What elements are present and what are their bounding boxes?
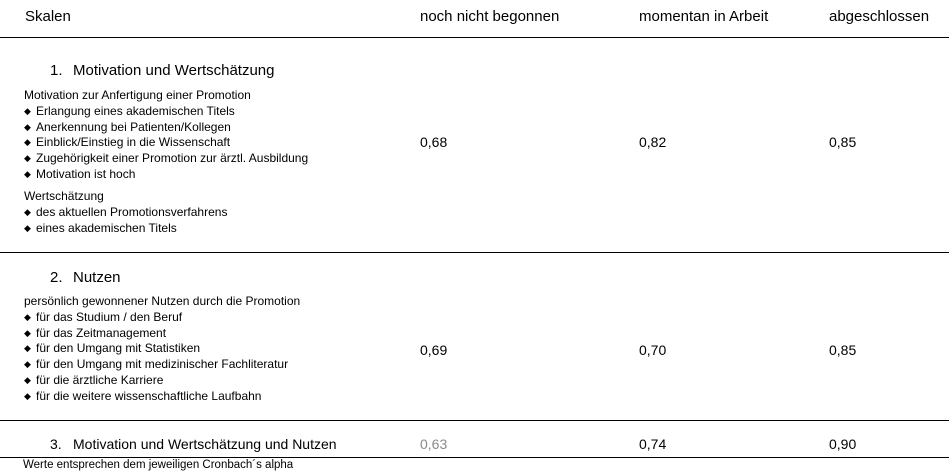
list-item: ◆ Einblick/Einstieg in die Wissenschaft [24,135,231,150]
bullet-icon: ◆ [24,343,31,354]
value-not-started: 0,68 [420,134,448,150]
list-item: ◆ Motivation ist hoch [24,166,136,181]
value-not-started: 0,69 [420,342,448,358]
column-header-not-started: noch nicht begonnen [420,8,560,25]
value-in-progress: 0,70 [639,342,667,358]
section-1-group-motivation [24,88,308,183]
section-number: 3. [50,436,62,452]
list-item: ◆ eines akademischen Titels [24,220,177,235]
list-item: ◆ für das Studium / den Beruf [24,309,183,324]
bullet-icon: ◆ [24,206,31,217]
section-title-motivation [50,62,275,79]
list-item: ◆ für den Umgang mit Statistiken [24,341,201,356]
section-1-group-appreciation [24,189,227,236]
list-item: ◆ für die ärztliche Karriere [24,372,164,387]
value-not-started: 0,63 [420,436,448,452]
column-header-completed: abgeschlossen [829,8,930,25]
bullet-icon: ◆ [24,374,31,385]
section-title-text: Motivation und Wertschätzung und Nutzen [73,436,337,452]
column-header-scales: Skalen [25,8,71,25]
section-rule [0,420,949,421]
value-completed: 0,90 [829,436,857,452]
section-title-combined [50,436,337,452]
list-item: ◆ für den Umgang mit medizinischer Fachliteratur [24,357,289,372]
bullet-icon: ◆ [24,327,31,338]
section-title-benefit [50,269,121,286]
section-2-group-benefit [24,294,300,405]
section-title-text: Nutzen [73,269,121,286]
list-item: ◆ Erlangung eines akademischen Titels [24,103,235,118]
footnote: Werte entsprechen dem jeweiligen Cronbach´s alpha [23,459,294,471]
bullet-icon: ◆ [24,105,31,116]
value-in-progress: 0,82 [639,134,667,150]
list-item: ◆ Anerkennung bei Patienten/Kollegen [24,119,231,134]
bullet-icon: ◆ [24,153,31,164]
value-completed: 0,85 [829,134,857,150]
bullet-icon: ◆ [24,137,31,148]
group-heading: Wertschätzung [24,189,104,203]
value-completed: 0,85 [829,342,857,358]
bullet-icon: ◆ [24,222,31,233]
bullet-icon: ◆ [24,359,31,370]
group-heading: Motivation zur Anfertigung einer Promotion [24,88,251,102]
list-item: ◆ für die weitere wissenschaftliche Laufbahn [24,388,262,403]
group-heading: persönlich gewonnener Nutzen durch die Promotion [24,294,301,308]
section-rule [0,252,949,253]
value-in-progress: 0,74 [639,436,667,452]
list-item: ◆ Zugehörigkeit einer Promotion zur ärztl. Ausbildung [24,151,309,166]
bullet-icon: ◆ [24,311,31,322]
list-item: ◆ für das Zeitmanagement [24,325,167,340]
section-number: 1. [50,62,63,79]
column-header-in-progress: momentan in Arbeit [639,8,769,25]
header-rule [0,37,949,38]
bullet-icon: ◆ [24,390,31,401]
bullet-icon: ◆ [24,121,31,132]
bullet-icon: ◆ [24,168,31,179]
bottom-rule [0,457,949,458]
section-title-text: Motivation und Wertschätzung [73,62,275,79]
list-item: ◆ des aktuellen Promotionsverfahrens [24,204,228,219]
section-number: 2. [50,269,63,286]
